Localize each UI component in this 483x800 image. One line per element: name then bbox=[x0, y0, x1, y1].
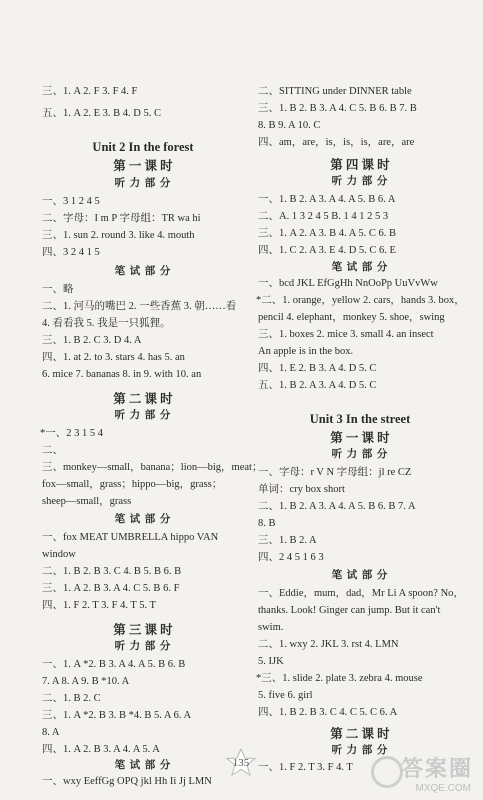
lesson-title: 第 一 课 时 bbox=[113, 159, 173, 173]
text-line: 三、1. A *2. B 3. B *4. B 5. A 6. A bbox=[42, 710, 192, 721]
text-line: *一、2 3 1 5 4 bbox=[40, 428, 103, 439]
text-line: thanks. Look! Ginger can jump. But it can't bbox=[258, 605, 441, 616]
text-line: 三、1. A 2. A 3. B 4. A 5. C 6. B bbox=[258, 228, 396, 239]
unit-heading: Unit 2 In the forest bbox=[92, 140, 194, 154]
text-line: 二、A. 1 3 2 4 5 B. 1 4 1 2 5 3 bbox=[258, 211, 389, 222]
section-subtitle: 听 力 部 分 bbox=[114, 641, 172, 652]
section-subtitle: 听 力 部 分 bbox=[331, 745, 389, 756]
unit-heading: Unit 3 In the street bbox=[309, 412, 411, 426]
text-line: 一、1. F 2. T 3. F 4. T bbox=[258, 762, 353, 773]
text-line: fox—small，grass；hippo—big，grass； bbox=[42, 479, 223, 490]
watermark bbox=[371, 750, 477, 796]
text-line: 一、略 bbox=[42, 284, 74, 295]
lesson-title: 第 三 课 时 bbox=[113, 623, 173, 637]
text-line: 四、1. at 2. to 3. stars 4. has 5. an bbox=[42, 352, 185, 363]
text-line: 一、3 1 2 4 5 bbox=[42, 196, 100, 207]
text-line: 三、1. B 2. A bbox=[258, 535, 317, 546]
lesson-title: 第 二 课 时 bbox=[330, 727, 390, 741]
text-line: 二、1. wxy 2. JKL 3. rst 4. LMN bbox=[258, 639, 399, 650]
text-line: 8. B bbox=[258, 518, 276, 529]
text-line: pencil 4. elephant，monkey 5. shoe，swing bbox=[258, 312, 445, 323]
text-line: 五、1. A 2. E 3. B 4. D 5. C bbox=[42, 108, 162, 119]
text-line: *三、1. slide 2. plate 3. zebra 4. mouse bbox=[256, 673, 423, 684]
watermark-logo-icon bbox=[371, 756, 403, 788]
text-line: 二、 bbox=[42, 445, 63, 456]
page-number: 135 bbox=[232, 757, 250, 769]
text-line: 5. IJK bbox=[258, 656, 284, 667]
text-line: 三、1. B 2. C 3. D 4. A bbox=[42, 335, 142, 346]
text-line: 三、monkey—small，banana；lion—big，meat； bbox=[42, 462, 263, 473]
text-line: 一、bcd JKL EfGgHh NnOoPp UuVvWw bbox=[258, 278, 438, 289]
watermark-url: MXQE.COM bbox=[415, 783, 471, 794]
text-line: *二、1. orange，yellow 2. cars，hands 3. box， bbox=[256, 295, 465, 306]
text-line: sheep—small，grass bbox=[42, 496, 132, 507]
text-line: 一、wxy EeffGg OPQ jkl Hh Ii Jj LMN bbox=[42, 776, 212, 787]
text-line: 二、1. 河马的嘴巴 2. 一些香蕉 3. 朝……看 bbox=[42, 301, 237, 312]
text-line: 二、字母：I m P 字母组：TR wa hi bbox=[42, 213, 201, 224]
text-line: 四、am，are，is，is，is，are，are bbox=[258, 137, 415, 148]
section-subtitle: 听 力 部 分 bbox=[114, 410, 172, 421]
lesson-title: 第 一 课 时 bbox=[330, 431, 390, 445]
section-subtitle: 听 力 部 分 bbox=[331, 176, 389, 187]
text-line: 7. A 8. A 9. B *10. A bbox=[42, 676, 130, 687]
text-line: 单词：cry box short bbox=[258, 484, 345, 495]
text-line: 一、Eddie，mum，dad，Mr Li A spoon? No， bbox=[258, 588, 464, 599]
text-line: 四、3 2 4 1 5 bbox=[42, 247, 100, 258]
text-line: swim. bbox=[258, 622, 284, 633]
section-subtitle: 笔 试 部 分 bbox=[331, 570, 389, 581]
text-line: 一、fox MEAT UMBRELLA hippo VAN bbox=[42, 532, 219, 543]
text-line: 二、1. B 2. B 3. C 4. B 5. B 6. B bbox=[42, 566, 182, 577]
text-line: 四、1. B 2. B 3. C 4. C 5. C 6. A bbox=[258, 707, 398, 718]
text-line: 二、SITTING under DINNER table bbox=[258, 86, 412, 97]
text-line: An apple is in the box. bbox=[258, 346, 354, 357]
text-line: 五、1. B 2. A 3. A 4. D 5. C bbox=[258, 380, 377, 391]
text-line: 四、1. A 2. B 3. A 4. A 5. A bbox=[42, 744, 160, 755]
lesson-title: 第 四 课 时 bbox=[330, 158, 390, 172]
text-line: 一、字母：r V N 字母组：jl re CZ bbox=[258, 467, 412, 478]
watermark-text: 答案圈 bbox=[400, 756, 473, 781]
section-subtitle: 听 力 部 分 bbox=[114, 178, 172, 189]
section-subtitle: 笔 试 部 分 bbox=[331, 262, 389, 273]
text-line: 三、1. A 2. B 3. A 4. C 5. B 6. F bbox=[42, 583, 180, 594]
text-line: 四、1. E 2. B 3. A 4. D 5. C bbox=[258, 363, 377, 374]
text-line: 8. A bbox=[42, 727, 60, 738]
text-line: 一、1. B 2. A 3. A 4. A 5. B 6. A bbox=[258, 194, 396, 205]
lesson-title: 第 二 课 时 bbox=[113, 392, 173, 406]
text-line: 一、1. A *2. B 3. A 4. A 5. B 6. B bbox=[42, 659, 186, 670]
text-line: 四、1. C 2. A 3. E 4. D 5. C 6. E bbox=[258, 245, 396, 256]
section-subtitle: 笔 试 部 分 bbox=[114, 514, 172, 525]
text-line: window bbox=[42, 549, 76, 560]
text-line: 8. B 9. A 10. C bbox=[258, 120, 321, 131]
section-subtitle: 笔 试 部 分 bbox=[114, 266, 172, 277]
text-line: 二、1. B 2. A 3. A 4. A 5. B 6. B 7. A bbox=[258, 501, 416, 512]
text-line: 4. 看看我 5. 我是一只狐狸。 bbox=[42, 318, 171, 329]
text-line: 三、1. sun 2. round 3. like 4. mouth bbox=[42, 230, 195, 241]
section-subtitle: 笔 试 部 分 bbox=[114, 760, 172, 771]
text-line: 二、1. B 2. C bbox=[42, 693, 101, 704]
text-line: 6. mice 7. bananas 8. in 9. with 10. an bbox=[42, 369, 202, 380]
text-line: 四、2 4 5 1 6 3 bbox=[258, 552, 324, 563]
section-subtitle: 听 力 部 分 bbox=[331, 449, 389, 460]
text-line: 三、1. A 2. F 3. F 4. F bbox=[42, 86, 138, 97]
text-line: 5. five 6. girl bbox=[258, 690, 313, 701]
text-line: 三、1. B 2. B 3. A 4. C 5. B 6. B 7. B bbox=[258, 103, 417, 114]
text-line: 三、1. boxes 2. mice 3. small 4. an insect bbox=[258, 329, 434, 340]
text-line: 四、1. F 2. T 3. F 4. T 5. T bbox=[42, 600, 156, 611]
